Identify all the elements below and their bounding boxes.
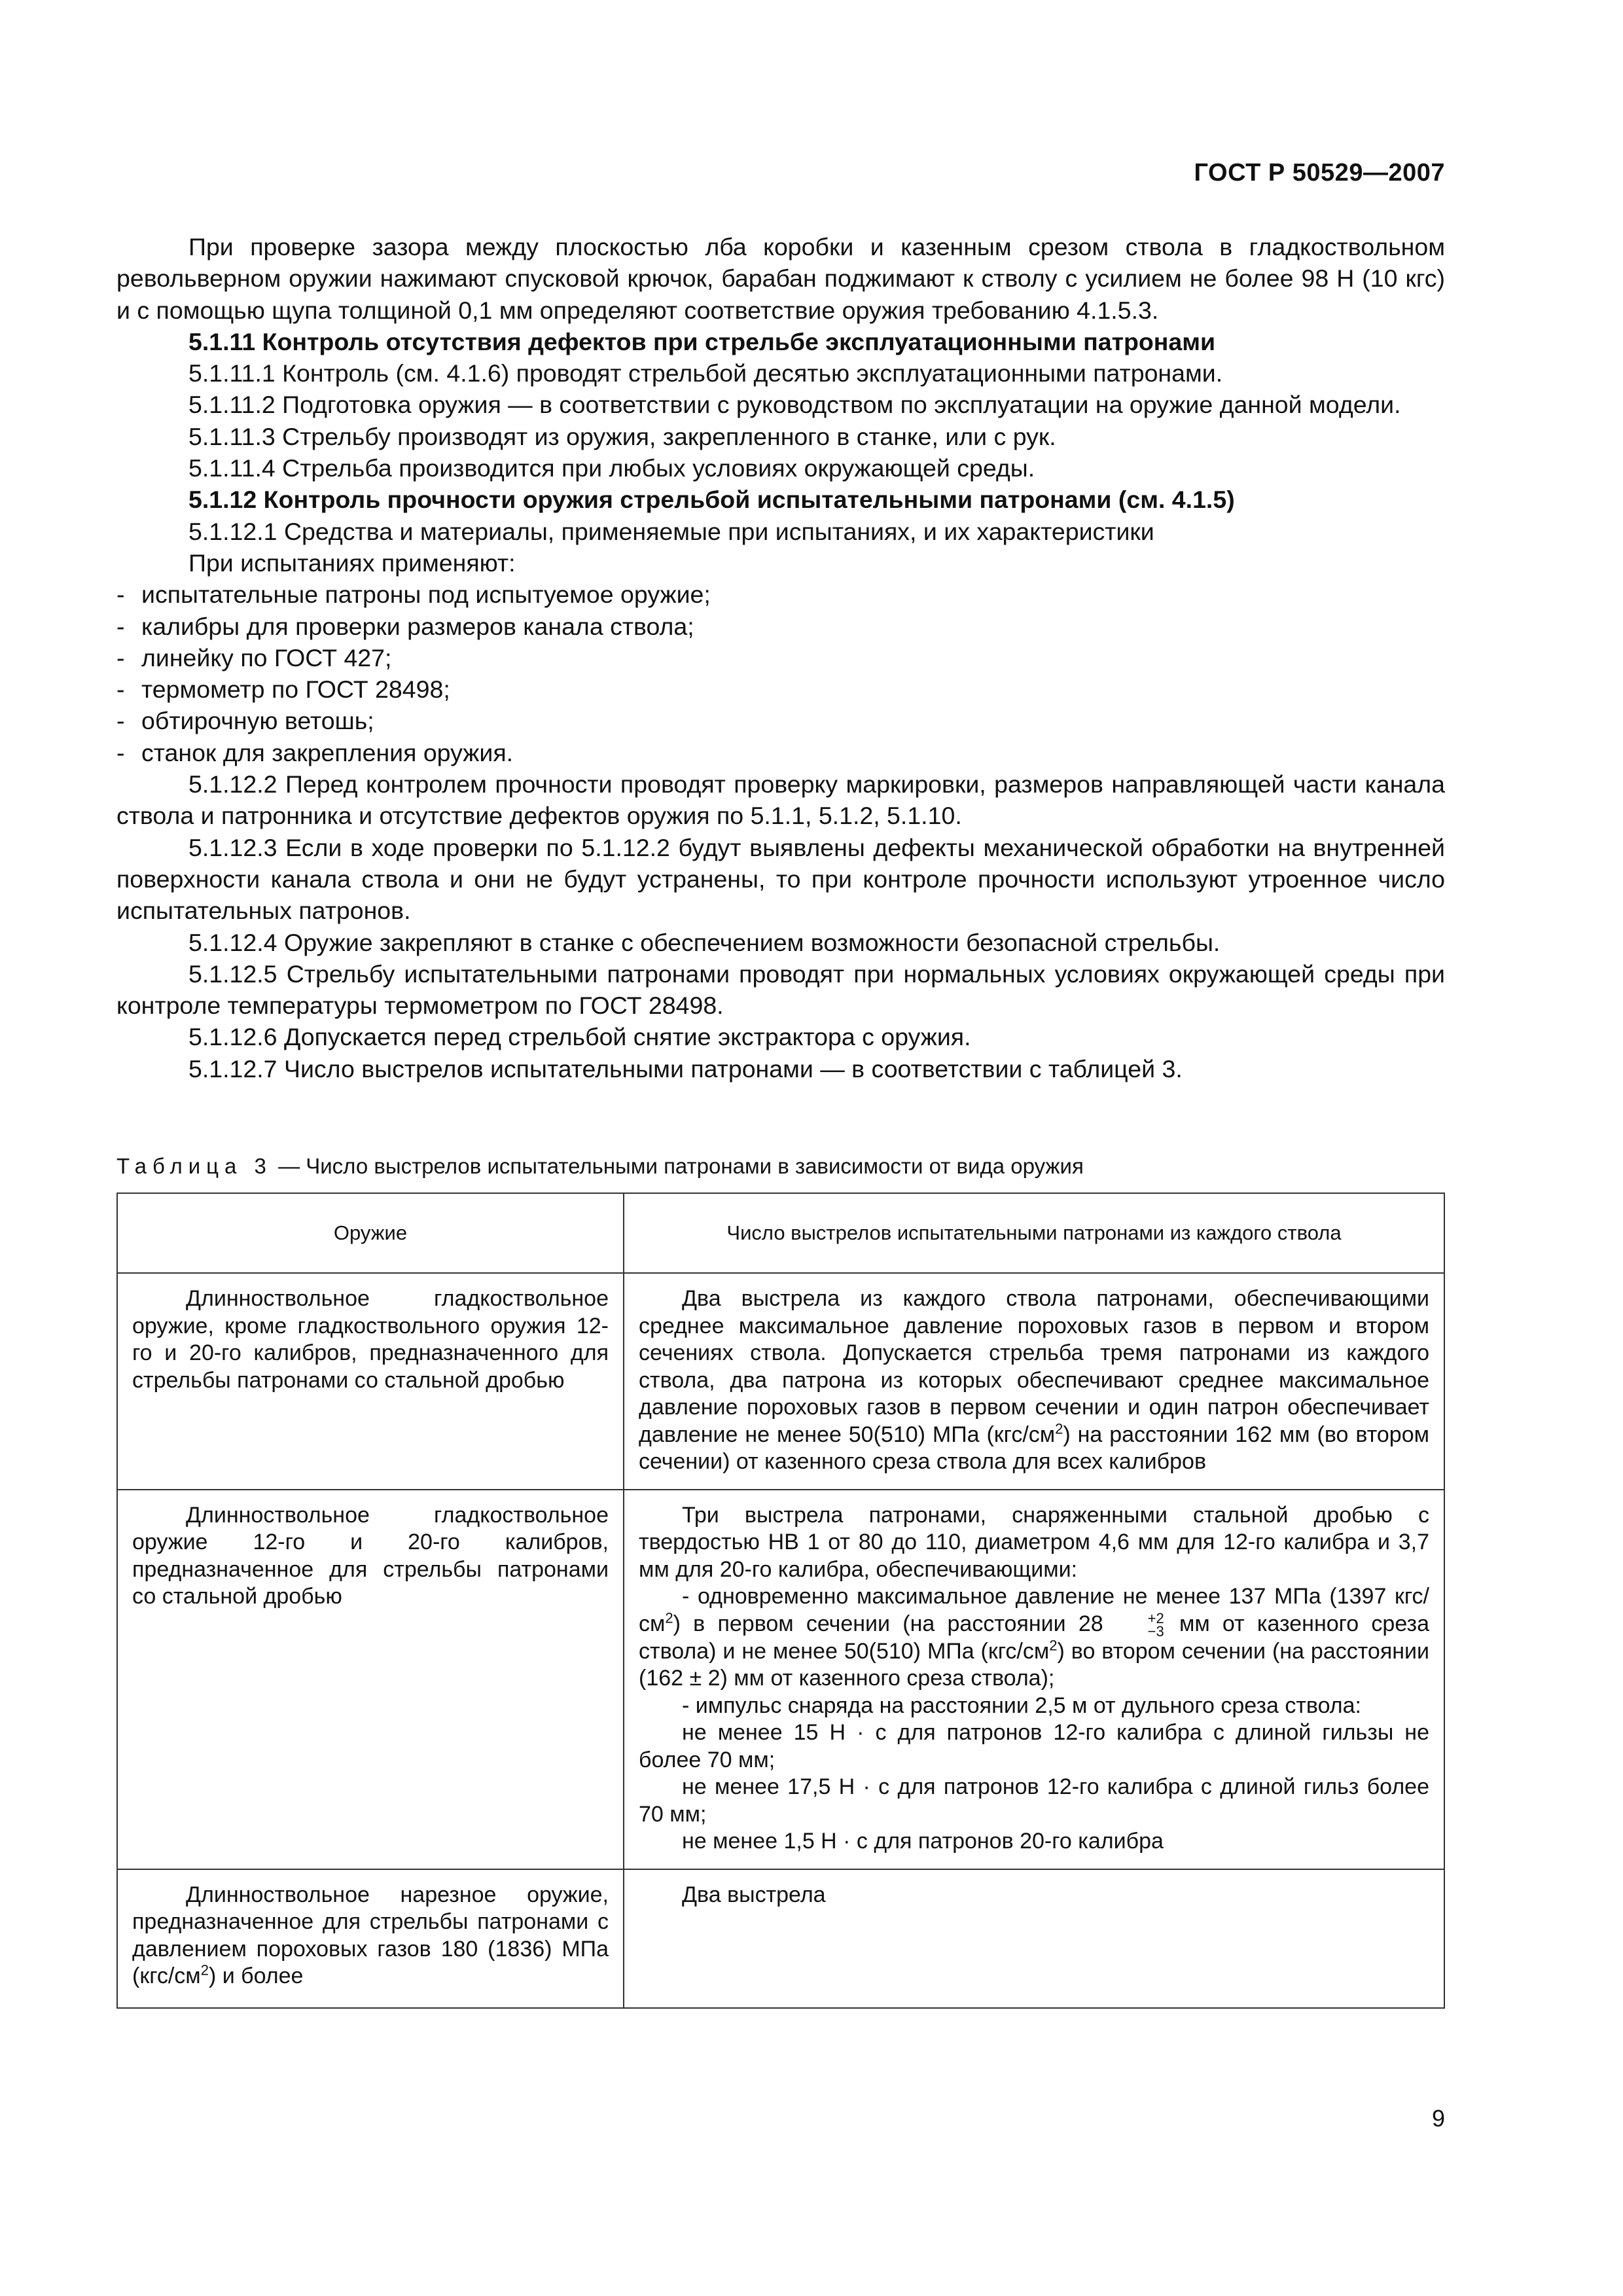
- body-text: [116, 231, 1445, 1085]
- tolerance-lower: −3: [1147, 1623, 1164, 1640]
- list-item-text: испытательные патроны под испытуемое оружие;: [141, 581, 711, 609]
- paragraph-apply: При испытаниях применяют:: [188, 548, 516, 577]
- list-item-text: станок для закрепления оружия.: [141, 738, 514, 766]
- list-dash: -: [116, 738, 125, 766]
- list-item-text: калибры для проверки размеров канала ствола;: [141, 612, 694, 640]
- column-header-weapon: Оружие: [117, 1193, 624, 1273]
- cell-text: Два выстрела: [682, 1882, 826, 1907]
- table-cell-weapon: [117, 1869, 624, 2008]
- cell-text: не менее 17,5 Н · с для патронов 12-го калибра с длиной гильз более 70 мм;: [639, 1774, 1429, 1827]
- document-page: [116, 0, 1445, 2296]
- table-3: [116, 1193, 1445, 2009]
- cell-text-part: ) в первом сечении (на расстоянии 28: [673, 1611, 1103, 1636]
- superscript: 2: [1049, 1637, 1058, 1654]
- table-cell-shots: [624, 1490, 1444, 1869]
- paragraph-5-1-11-4: 5.1.11.4 Стрельба производится при любых условиях окружающей среды.: [188, 454, 1035, 482]
- cell-text: [639, 1583, 1429, 1693]
- table-row: [117, 1490, 1444, 1869]
- table-row: [117, 1869, 1444, 2008]
- list-dash: -: [116, 675, 125, 704]
- section-heading-5-1-12: 5.1.12 Контроль прочности оружия стрельбой испытательными патронами (см. 4.1.5): [188, 486, 1235, 514]
- paragraph-5-1-12-5: 5.1.12.5 Стрельбу испытательными патронами проводят при нормальных условиях окружающей среды при контроле температуры термометром по ГОСТ 28498.: [116, 960, 1445, 1020]
- table-caption-text: — Число выстрелов испытательными патронами в зависимости от вида оружия: [272, 1154, 1084, 1178]
- cell-text-part: ) во втором сечении (на расстоянии (162 ± 2) мм от казенного среза ствола);: [639, 1638, 1429, 1691]
- paragraph-5-1-12-1: 5.1.12.1 Средства и материалы, применяемые при испытаниях, и их характеристики: [188, 517, 1154, 545]
- section-heading-5-1-11: 5.1.11 Контроль отсутствия дефектов при стрельбе эксплуатационными патронами: [188, 327, 1216, 355]
- cell-text-part: ) на расстоянии 162 мм (во втором сечении) от казенного среза ствола для всех калибров: [639, 1422, 1429, 1474]
- cell-text-part: ) и более: [208, 1964, 304, 1989]
- list-item: [116, 579, 1445, 610]
- cell-text: [639, 1285, 1429, 1476]
- column-header-shots: Число выстрелов испытательными патронами из каждого ствола: [624, 1193, 1444, 1273]
- document-code-header: ГОСТ Р 50529—2007: [1194, 159, 1445, 187]
- table-cell-shots: [624, 1869, 1444, 2008]
- paragraph-5-1-12-2: 5.1.12.2 Перед контролем прочности проводят проверку маркировки, размеров направляющей части канала ствола и патронника и отсутствие дефектов оружия по 5.1.1, 5.1.2, 5.1.10.: [116, 770, 1445, 830]
- table-cell-shots: [624, 1273, 1444, 1490]
- list-item-text: обтирочную ветошь;: [141, 707, 374, 735]
- cell-text: - импульс снаряда на расстоянии 2,5 м от дульного среза ствола:: [682, 1693, 1361, 1718]
- cell-text: не менее 15 Н · с для патронов 12-го калибра с длиной гильзы не более 70 мм;: [639, 1720, 1429, 1772]
- superscript: 2: [200, 1962, 209, 1979]
- superscript: 2: [1055, 1420, 1063, 1437]
- page-number: 9: [1431, 2105, 1445, 2132]
- cell-text: Три выстрела патронами, снаряженными стальной дробью с твердостью НВ 1 от 80 до 110, диаметром 4,6 мм для 12-го калибра и 3,7 мм для 20-го калибра, обеспечивающими:: [639, 1502, 1429, 1582]
- tolerance-upper: +2: [1147, 1609, 1164, 1626]
- list-dash: -: [116, 643, 125, 672]
- cell-text-part: Два выстрела из каждого ствола патронами, обеспечивающими среднее максимальное давление пороховых газов в первом и втором сечениях ствола. Допускается стрельба тремя патронами из каждого ствола, два патрона из которых обеспечивают среднее максимальное давление пороховых газов в первом сечении и один патрон обеспечивает давление не менее 50(510) МПа (кгс/см: [639, 1286, 1429, 1447]
- paragraph-5-1-11-1: 5.1.11.1 Контроль (см. 4.1.6) проводят стрельбой десятью эксплуатационными патронами.: [188, 359, 1223, 387]
- table-caption-label: Таблица 3: [116, 1154, 272, 1178]
- paragraph-5-1-12-3: 5.1.12.3 Если в ходе проверки по 5.1.12.2 будут выявлены дефекты механической обработки на внутренней поверхности канала ствола и они не будут устранены, то при контроле прочности используют утроенное число испытательных патронов.: [116, 833, 1445, 925]
- paragraph-5-1-12-7: 5.1.12.7 Число выстрелов испытательными патронами — в соответствии с таблицей 3.: [188, 1054, 1183, 1083]
- tolerance: [1105, 1609, 1164, 1640]
- paragraph-5-1-11-2: 5.1.11.2 Подготовка оружия — в соответствии с руководством по эксплуатации на оружие данной модели.: [188, 391, 1401, 419]
- table-row: [117, 1273, 1444, 1490]
- cell-text-part: - одновременно максимальное давление не менее 137 МПа (1397 кгс/см: [639, 1584, 1429, 1636]
- table-cell-weapon: [117, 1273, 624, 1490]
- list-dash: -: [116, 581, 125, 609]
- paragraph-5-1-11-3: 5.1.11.3 Стрельбу производят из оружия, закрепленного в станке, или с рук.: [188, 422, 1056, 450]
- table-header-row: [117, 1193, 1444, 1273]
- table-caption: [116, 1153, 1084, 1179]
- list-dash: -: [116, 707, 125, 735]
- cell-text: Длинноствольное гладкоствольное оружие 12-го и 20-го калибров, предназначенное для стрельбы патронами со стальной дробью: [132, 1502, 609, 1609]
- list-item-text: термометр по ГОСТ 28498;: [141, 675, 450, 704]
- list-item: [116, 705, 1445, 736]
- cell-text-part: мм от казенного среза ствола) и не менее 50(510) МПа (кгс/см: [639, 1611, 1429, 1664]
- list-item: [116, 737, 1445, 768]
- list-item: [116, 611, 1445, 642]
- list-item: [116, 642, 1445, 673]
- paragraph-5-1-12-6: 5.1.12.6 Допускается перед стрельбой снятие экстрактора с оружия.: [188, 1023, 971, 1051]
- list-dash: -: [116, 612, 125, 640]
- cell-text-part: Длинноствольное нарезное оружие, предназначенное для стрельбы патронами с давлением пороховых газов 180 (1836) МПа (кгс/см: [132, 1882, 609, 1989]
- paragraph-5-1-12-4: 5.1.12.4 Оружие закрепляют в станке с обеспечением возможности безопасной стрельбы.: [188, 928, 1221, 956]
- cell-text: Длинноствольное гладкоствольное оружие, кроме гладкоствольного оружия 12-го и 20-го калибров, предназначенного для стрельбы патронами со стальной дробью: [132, 1286, 609, 1393]
- cell-text: не менее 1,5 Н · с для патронов 20-го калибра: [682, 1829, 1164, 1854]
- list-item: [116, 673, 1445, 705]
- list-item-text: линейку по ГОСТ 427;: [141, 643, 392, 672]
- cell-text: [132, 1882, 609, 1990]
- superscript: 2: [665, 1609, 673, 1626]
- paragraph-intro: При проверке зазора между плоскостью лба коробки и казенным срезом ствола в гладкоствольном револьверном оружии нажимают спусковой крючок, барабан поджимают к стволу с усилием не более 98 Н (10 кгс) и с помощью щупа толщиной 0,1 мм определяют соответствие оружия требованию 4.1.5.3.: [116, 233, 1445, 324]
- table-cell-weapon: [117, 1490, 624, 1869]
